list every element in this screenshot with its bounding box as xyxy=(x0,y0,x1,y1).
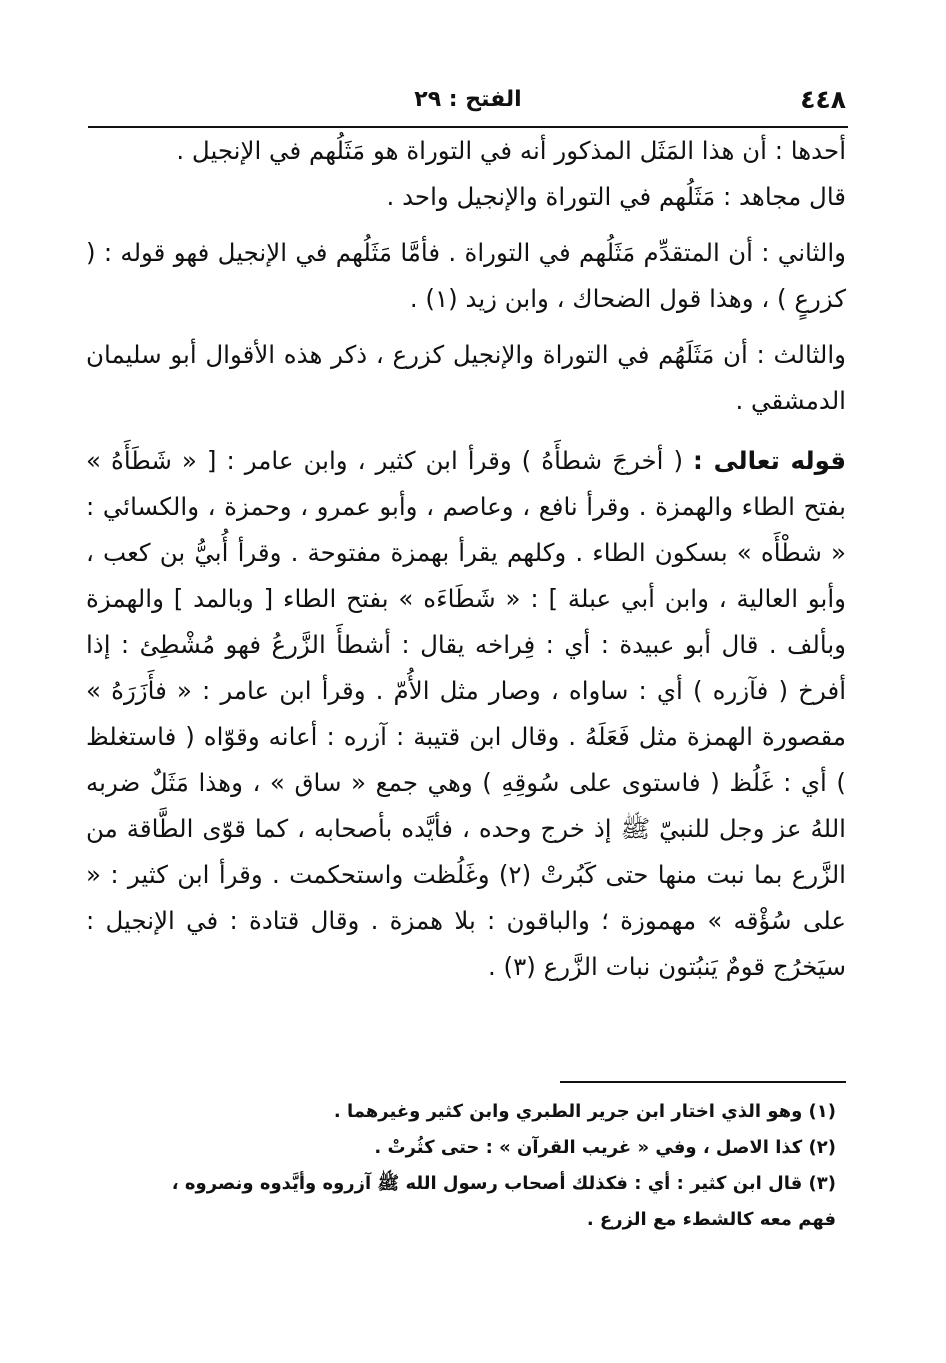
footnotes xyxy=(96,1094,836,1238)
verse-lead: قوله تعالى : xyxy=(693,446,847,475)
verse-commentary-text: ( أخرجَ شطأَهُ ) وقرأ ابن كثير ، وابن عامر : [ « شَطَأَهُ » بفتح الطاء والهمزة . وقرأ نافع ، وعاصم ، وأبو عمرو ، وحمزة ، والكسائي : « شطْأَه » بسكون الطاء . وكلهم يقرأ بهمزة مفتوحة . وقرأ أُبيُّ بن كعب ، وأبو العالية ، وابن أبي عبلة ] : « شَطَاءَه » بفتح الطاء [ وبالمد ] والهمزة وبألف . قال أبو عبيدة : أي : فِراخه يقال : أشطأَ الزَّرعُ فهو مُشْطِئ : إذا أفرخ ( فآزره ) أي : ساواه ، وصار مثل الأُمّ . وقرأ ابن عامر : « فأَزَرَهُ » مقصورة الهمزة مثل فَعَلَهُ . وقال ابن قتيبة : آزره : أعانه وقوّاه ( فاستغلظ ) أي : غَلُظ ( فاستوى على سُوقِهِ ) وهي جمع « ساق » ، وهذا مَثَلٌ ضربه اللهُ عز وجل للنبيّ ﷺ إذ خرج وحده ، فأيَّده بأصحابه ، كما قوّى الطَّاقة من الزَّرع بما نبت منها حتى كَبُرتْ (٢) وغَلُظت واستحكمت . وقرأ ابن كثير : « على سُؤْقه » مهموزة ؛ والباقون : بلا همزة . وقال قتادة : في الإنجيل : سيَخرُج قومٌ يَنبُتون نبات الزَّرع (٣) . xyxy=(86,446,846,981)
footnote-2: (٢) كذا الاصل ، وفي « غريب القرآن » : حتى كثُرتْ . xyxy=(374,1137,836,1158)
running-head: الفتح : ٢٩ xyxy=(414,87,522,112)
footnote-3-continuation: فهم معه كالشطء مع الزرع . xyxy=(586,1209,836,1230)
paragraph-verse-commentary xyxy=(86,438,846,990)
paragraph-mujahid-quote: قال مجاهد : مَثَلُهم في التوراة والإنجيل واحد . xyxy=(386,182,846,211)
page-header xyxy=(90,84,846,118)
paragraph-second-opinion: والثاني : أن المتقدِّم مَثَلُهم في التوراة . فأمَّا مَثَلُهم في الإنجيل فهو قوله : ( كزرعٍ ) ، وهذا قول الضحاك ، وابن زيد (١) . xyxy=(86,238,846,313)
footnote-3: (٣) قال ابن كثير : أي : فكذلك أصحاب رسول الله ﷺ آزروه وأيَّدوه ونصروه ، xyxy=(171,1173,836,1194)
page-number: ٤٤٨ xyxy=(800,85,846,114)
main-text xyxy=(86,128,846,990)
footnote-rule xyxy=(560,1081,846,1083)
paragraph-first-opinion: أحدها : أن هذا المَثَل المذكور أنه في التوراة هو مَثَلُهم في الإنجيل . xyxy=(176,136,846,165)
footnote-1: (١) وهو الذي اختار ابن جرير الطبري وابن كثير وغيرهما . xyxy=(333,1101,836,1122)
paragraph-third-opinion: والثالث : أن مَثَلَهُم في التوراة والإنجيل كزرع ، ذكر هذه الأقوال أبو سليمان الدمشقي . xyxy=(86,340,846,415)
